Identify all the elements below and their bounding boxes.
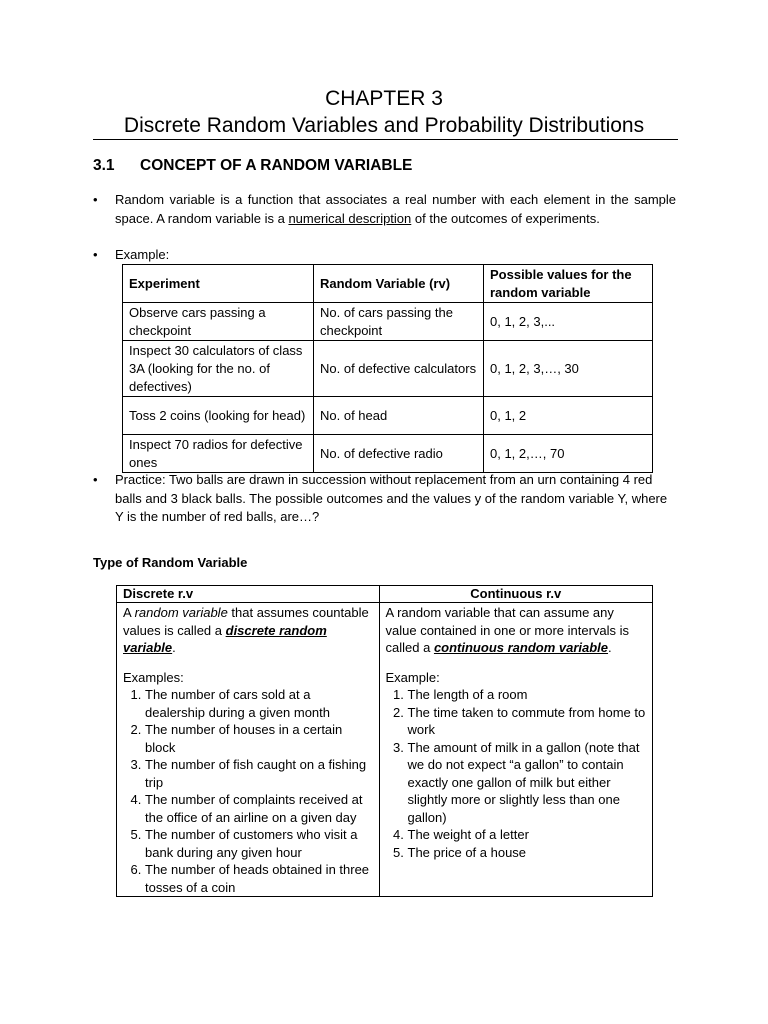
section-heading: [93, 156, 412, 176]
list-item: 5. The number of customers who visit a bank during any given hour: [145, 826, 373, 861]
continuous-examples-list: [386, 686, 646, 861]
bullet-dot: •: [93, 472, 98, 487]
chapter-title: Discrete Random Variables and Probability Distributions: [123, 114, 645, 137]
example-table: [122, 264, 653, 473]
example-label: Example:: [115, 247, 170, 262]
definition-text-b: of the outcomes of experiments.: [411, 210, 600, 226]
list-item: 4. The weight of a letter: [408, 826, 646, 844]
continuous-examples-label: Example:: [385, 669, 440, 685]
discrete-examples-list: [123, 686, 373, 896]
list-item: 3. The number of fish caught on a fishing trip: [145, 756, 373, 791]
table-cell: No. of head: [314, 397, 484, 435]
table-cell: No. of defective calculators: [314, 341, 484, 397]
table-cell: Inspect 30 calculators of class 3A (looking for the no. of defectives): [123, 341, 314, 397]
table-row: [123, 303, 653, 341]
continuous-definition: A random variable that can assume any value contained in one or more intervals is called a continuous random variable.: [385, 605, 630, 655]
type-table: [116, 585, 653, 897]
table-cell: No. of defective radio: [314, 435, 484, 473]
continuous-cell: [379, 603, 652, 897]
list-item: 5. The price of a house: [408, 844, 646, 862]
table-cell: 0, 1, 2: [484, 397, 653, 435]
discrete-examples-label: Examples:: [123, 669, 184, 685]
section-number: 3.1: [93, 157, 115, 174]
table-cell: Observe cars passing a checkpoint: [123, 303, 314, 341]
section-title: CONCEPT OF A RANDOM VARIABLE: [140, 157, 413, 174]
table-cell: Toss 2 coins (looking for head): [123, 397, 314, 435]
table-cell: 0, 1, 2, 3,...: [484, 303, 653, 341]
list-item: 4. The number of complaints received at the office of an airline on a given day: [145, 791, 373, 826]
type-header-row: [117, 586, 653, 603]
table-header-cell: Possible values for the random variable: [484, 265, 653, 303]
type-body-row: [117, 603, 653, 897]
table-header-cell: Experiment: [123, 265, 314, 303]
definition-text-a: Random variable is a function that associates a real number with each element in the sample space. A random variable is a: [115, 192, 676, 226]
discrete-cell: [117, 603, 380, 897]
discrete-header: Discrete r.v: [117, 586, 380, 603]
type-heading: Type of Random Variable: [93, 555, 248, 570]
table-header-row: [123, 265, 653, 303]
definition-text: [115, 191, 676, 228]
list-item: 2. The time taken to commute from home to work: [408, 704, 646, 739]
table-cell: 0, 1, 2, 3,…, 30: [484, 341, 653, 397]
bullet-dot: •: [93, 192, 98, 207]
bullet-dot: •: [93, 247, 98, 262]
discrete-definition: A random variable that assumes countable values is called a discrete random variable.: [123, 605, 369, 655]
table-cell: No. of cars passing the checkpoint: [314, 303, 484, 341]
definition-underlined: numerical description: [288, 210, 412, 226]
list-item: 1. The number of cars sold at a dealership during a given month: [145, 686, 373, 721]
list-item: 1. The length of a room: [408, 686, 646, 704]
table-cell: Inspect 70 radios for defective ones: [123, 435, 314, 473]
practice-text: Practice: Two balls are drawn in succession without replacement from an urn containing 4 red balls and 3 black balls. The possible outcomes and the values y of the random variable Y, where Y is the number of red balls, are…?: [115, 472, 668, 524]
continuous-term: continuous random variable: [433, 640, 609, 655]
discrete-term: discrete random variable: [123, 622, 327, 655]
table-header-cell: Random Variable (rv): [314, 265, 484, 303]
table-row: [123, 341, 653, 397]
table-cell: 0, 1, 2,…, 70: [484, 435, 653, 473]
list-item: 6. The number of heads obtained in three tosses of a coin: [145, 861, 373, 896]
table-row: [123, 397, 653, 435]
title-divider: [93, 139, 678, 140]
table-row: [123, 435, 653, 473]
discrete-def-italic: random variable: [134, 605, 228, 620]
list-item: 2. The number of houses in a certain block: [145, 721, 373, 756]
chapter-number: CHAPTER 3: [325, 87, 443, 110]
continuous-header: Continuous r.v: [379, 586, 652, 603]
list-item: 3. The amount of milk in a gallon (note that we do not expect “a gallon” to contain exactly one gallon of milk but either slightly more or slightly less than one gallon): [408, 739, 646, 827]
